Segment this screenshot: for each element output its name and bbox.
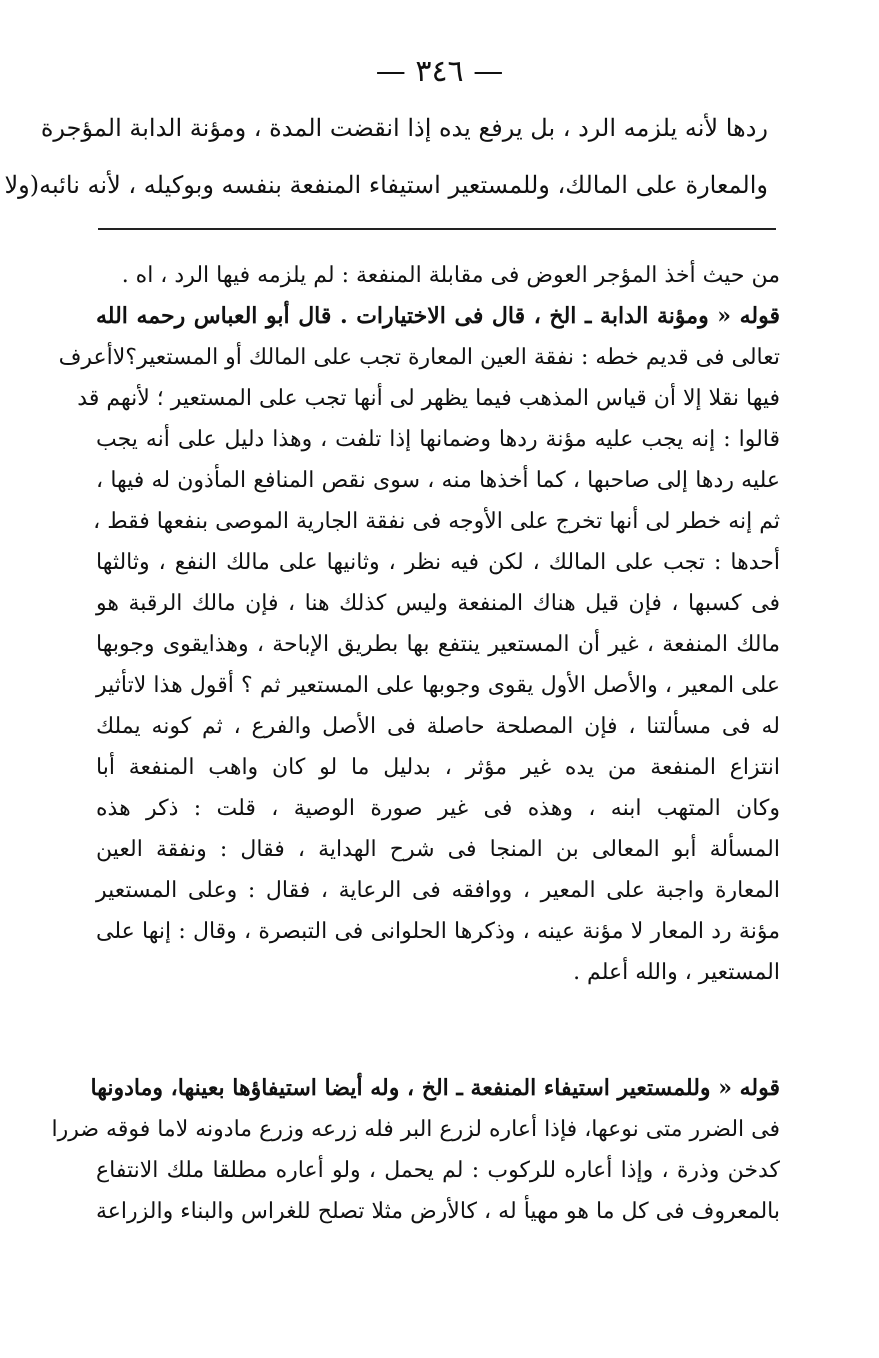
footnote-divider — [98, 228, 776, 230]
commentary-line: بالمعروف فى كل ما هو مهيأ له ، كالأرض مثلا تصلح للغراس والبناء والزراعة — [96, 1199, 780, 1224]
commentary-line: من حيث أخذ المؤجر العوض فى مقابلة المنفعة : لم يلزمه فيها الرد ، اه . — [121, 263, 780, 288]
commentary-line: تعالى فى قديم خطه : نفقة العين المعارة تجب على المالك أو المستعير؟لاأعرف — [58, 345, 780, 370]
commentary-line: وكان المتهب ابنه ، وهذه فى غير صورة الوصية ، قلت : ذكر هذه — [96, 796, 780, 821]
commentary-line: مالك المنفعة ، غير أن المستعير ينتفع بها بطريق الإباحة ، وهذايقوى وجوبها — [96, 632, 780, 657]
commentary-line: عليه ردها إلى صاحبها ، كما أخذها منه ، سوى نقص المنافع المأذون له فيها ، — [96, 468, 780, 493]
commentary-line: كدخن وذرة ، وإذا أعاره للركوب : لم يحمل ، ولو أعاره مطلقا ملك الانتفاع — [96, 1158, 780, 1183]
page-number: — ٣٤٦ — — [375, 54, 504, 89]
commentary-line: المستعير ، والله أعلم . — [573, 960, 780, 985]
main-text — [4, 100, 768, 214]
commentary-line: فى الضرر متى نوعها، فإذا أعاره لزرع البر فله زرعه وزرع مادونه لاما فوقه ضررا — [51, 1117, 780, 1142]
commentary-line: قوله « ومؤنة الدابة ـ الخ ، قال فى الاختيارات . قال أبو العباس رحمه الله — [96, 303, 780, 329]
commentary-line: على المعير ، والأصل الأول يقوى وجوبها على المستعير ثم ؟ أقول هذا لاتأثير — [96, 673, 780, 698]
commentary-line: قوله « وللمستعير استيفاء المنفعة ـ الخ ، وله أيضا استيفاؤها بعينها، ومادونها — [90, 1075, 780, 1101]
commentary-line: فيها نقلا إلا أن قياس المذهب فيما يظهر لى أنها تجب على المستعير ؛ لأنهم قد — [77, 386, 780, 411]
commentary-line: فى كسبها ، فإن قيل هناك المنفعة وليس كذلك هنا ، فإن مالك الرقبة هو — [96, 591, 780, 616]
commentary-block-2 — [51, 1068, 780, 1232]
main-text-line: ردها لأنه يلزمه الرد ، بل يرفع يده إذا انقضت المدة ، ومؤنة الدابة المؤجرة — [40, 114, 768, 142]
commentary-line: قالوا : إنه يجب عليه مؤنة ردها وضمانها إذا تلفت ، وهذا دليل على أنه يجب — [96, 427, 780, 452]
commentary-block-1 — [58, 255, 780, 993]
commentary-line: المعارة واجبة على المعير ، ووافقه فى الرعاية ، فقال : وعلى المستعير — [96, 878, 780, 903]
commentary-line: مؤنة رد المعار لا مؤنة عينه ، وذكرها الحلوانى فى التبصرة ، وقال : إنها على — [96, 919, 780, 944]
commentary-line: المسألة أبو المعالى بن المنجا فى شرح الهداية ، فقال : ونفقة العين — [96, 837, 780, 862]
commentary-line: له فى مسألتنا ، فإن المصلحة حاصلة فى الأصل والفرع ، ثم كونه يملك — [96, 714, 780, 739]
commentary-line: انتزاع المنفعة من يده غير مؤثر ، بدليل ما لو كان واهب المنفعة أبا — [96, 755, 780, 780]
commentary-line: ثم إنه خطر لى أنها تخرج على الأوجه فى نفقة الجارية الموصى بنفعها فقط ، — [93, 509, 780, 534]
main-text-line: والمعارة على المالك، وللمستعير استيفاء المنفعة بنفسه وبوكيله ، لأنه نائبه(ولا — [4, 171, 768, 199]
commentary-line: أحدها : تجب على المالك ، لكن فيه نظر ، وثانيها على مالك النفع ، وثالثها — [96, 550, 780, 575]
